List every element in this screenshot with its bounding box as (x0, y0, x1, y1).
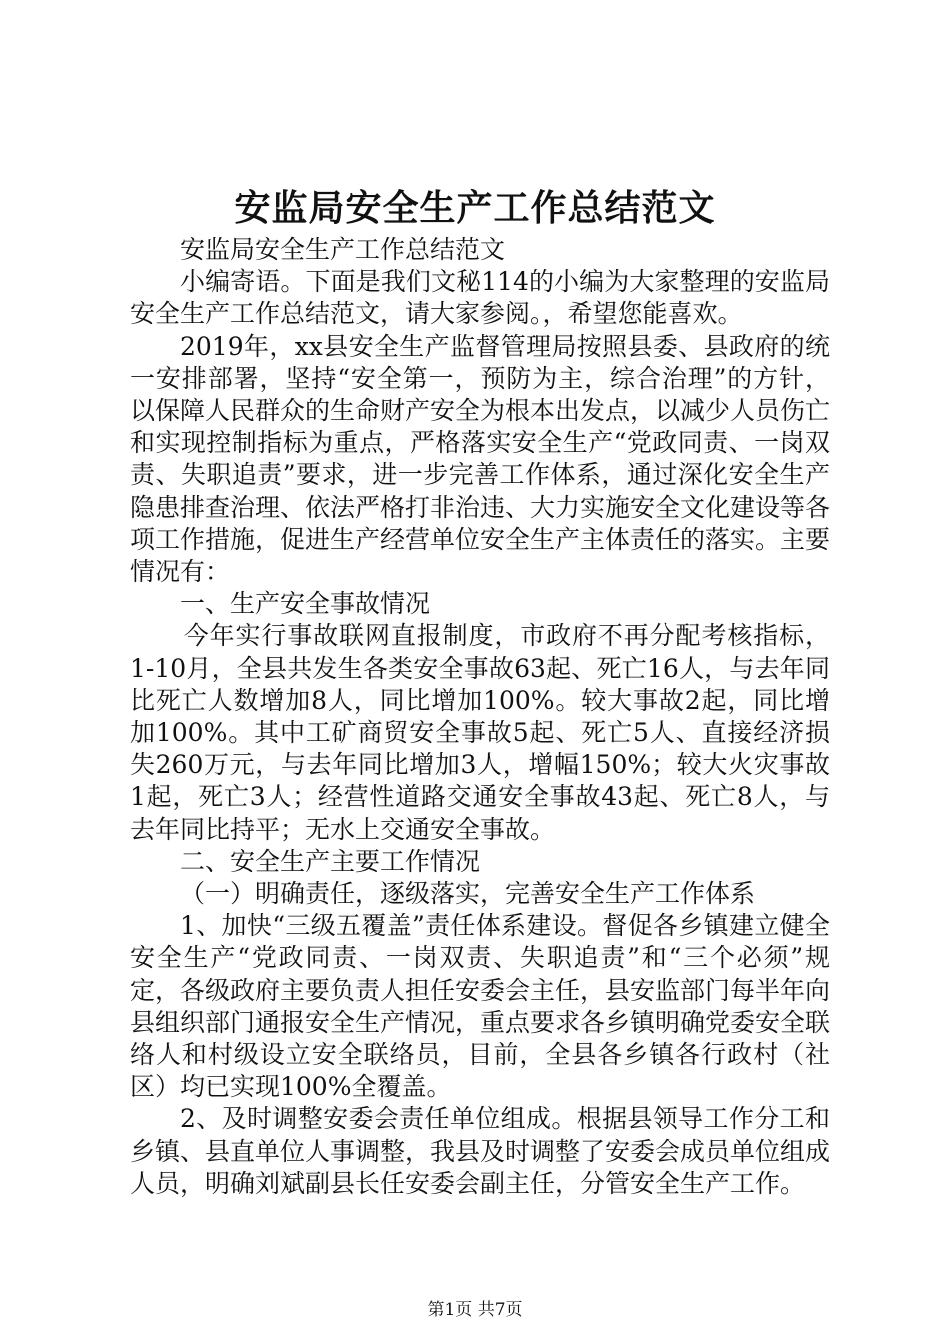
page-number: 第1页 共7页 (427, 1300, 523, 1320)
paragraph-item-2: 2、及时调整安委会责任单位组成。根据县领导工作分工和乡镇、县直单位人事调整，我县及时调整了安委会成员单位组成人员，明确刘斌副县长任安委会副主任，分管安全生产工作。 (130, 1104, 831, 1198)
paragraph-overview: 2019年，xx县安全生产监督管理局按照县委、县政府的统一安排部署，坚持“安全第一，预防为主，综合治理”的方针，以保障人民群众的生命财产安全为根本出发点，以减少人员伤亡和实现控制指标为重点，严格落实安全生产“党政同责、一岗双责、失职追责”要求，进一步完善工作体系，通过深化安全生产隐患排查治理、依法严格打非治违、大力实施安全文化建设等各项工作措施，促进生产经营单位安全生产主体责任的落实。主要情况有： (130, 331, 831, 587)
paragraph-subtitle: 安监局安全生产工作总结范文 (180, 235, 506, 264)
subsection-heading-responsibility: （一）明确责任，逐级落实，完善安全生产工作体系 (180, 879, 756, 909)
section-heading-accidents: 一、生产安全事故情况 (180, 589, 431, 619)
section-heading-main-work: 二、安全生产主要工作情况 (180, 846, 481, 876)
paragraph-accident-stats: 今年实行事故联网直报制度，市政府不再分配考核指标，1-10月，全县共发生各类安全事故63起、死亡16人，与去年同比死亡人数增加8人，同比增加100%。较大事故2起，同比增加100%。其中工矿商贸安全事故5起、死亡5人、直接经济损失260万元，与去年同比增加3人，增幅150%；较大火灾事故1起，死亡3人；经营性道路交通安全事故43起、死亡8人，与去年同比持平；无水上交通安全事故。 (130, 621, 830, 844)
paragraph-editor-note: 小编寄语。下面是我们文秘114的小编为大家整理的安监局安全生产工作总结范文，请大家参阅。，希望您能喜欢。 (130, 267, 830, 329)
paragraph-item-1: 1、加快“三级五覆盖”责任体系建设。督促各乡镇建立健全安全生产“党政同责、一岗双责、失职追责”和“三个必须”规定，各级政府主要负责人担任安委会主任，县安监部门每半年向县组织部门通报安全生产情况，重点要求各乡镇明确党委安全联络人和村级设立安全联络员，目前，全县各乡镇各行政村（社区）均已实现100%全覆盖。 (130, 911, 831, 1102)
document-body (130, 234, 830, 1200)
document-title: 安监局安全生产工作总结范文 (234, 187, 716, 229)
